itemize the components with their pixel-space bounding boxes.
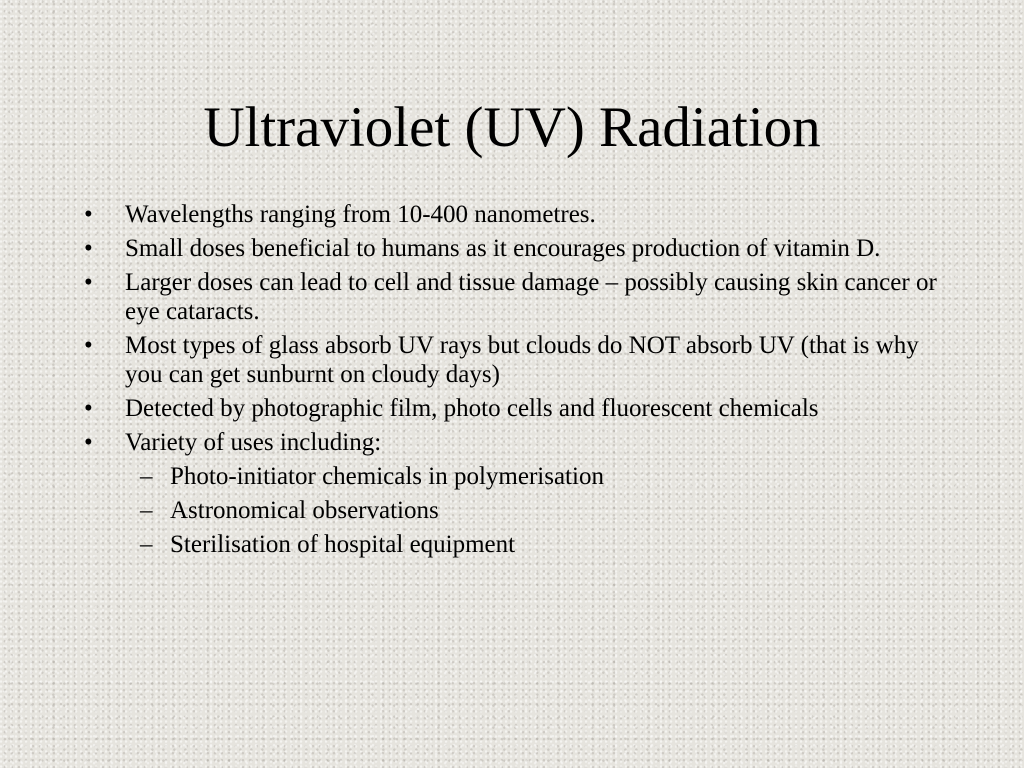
bullet-text: Small doses beneficial to humans as it encourages production of vitamin D. <box>125 235 881 262</box>
bullet-item <box>84 394 954 423</box>
bullet-marker: • <box>84 269 93 296</box>
bullet-item <box>84 268 954 326</box>
bullet-list <box>84 200 954 457</box>
sub-bullet-list <box>84 462 954 559</box>
dash-marker: – <box>140 531 153 558</box>
sub-bullet-text: Photo-initiator chemicals in polymerisation <box>170 463 604 490</box>
bullet-item <box>84 200 954 229</box>
sub-bullet-item <box>84 462 954 491</box>
bullet-marker: • <box>84 332 93 359</box>
sub-bullet-item <box>84 530 954 559</box>
slide-content <box>84 200 954 564</box>
bullet-marker: • <box>84 395 93 422</box>
slide-title: Ultraviolet (UV) Radiation <box>203 96 821 159</box>
sub-bullet-text: Astronomical observations <box>170 497 439 524</box>
bullet-marker: • <box>84 429 93 456</box>
bullet-item <box>84 331 954 389</box>
sub-bullet-text: Sterilisation of hospital equipment <box>170 531 516 558</box>
sub-bullet-item <box>84 496 954 525</box>
bullet-item <box>84 428 954 457</box>
bullet-marker: • <box>84 201 93 228</box>
bullet-text: Wavelengths ranging from 10-400 nanometres. <box>125 201 596 228</box>
bullet-text: Larger doses can lead to cell and tissue damage – possibly causing skin cancer or eye cataracts. <box>125 269 937 325</box>
bullet-marker: • <box>84 235 93 262</box>
bullet-text: Most types of glass absorb UV rays but clouds do NOT absorb UV (that is why you can get sunburnt on cloudy days) <box>125 332 919 388</box>
bullet-text: Detected by photographic film, photo cells and fluorescent chemicals <box>125 395 819 422</box>
bullet-item <box>84 234 954 263</box>
bullet-text: Variety of uses including: <box>125 429 382 456</box>
dash-marker: – <box>140 497 153 524</box>
dash-marker: – <box>140 463 153 490</box>
